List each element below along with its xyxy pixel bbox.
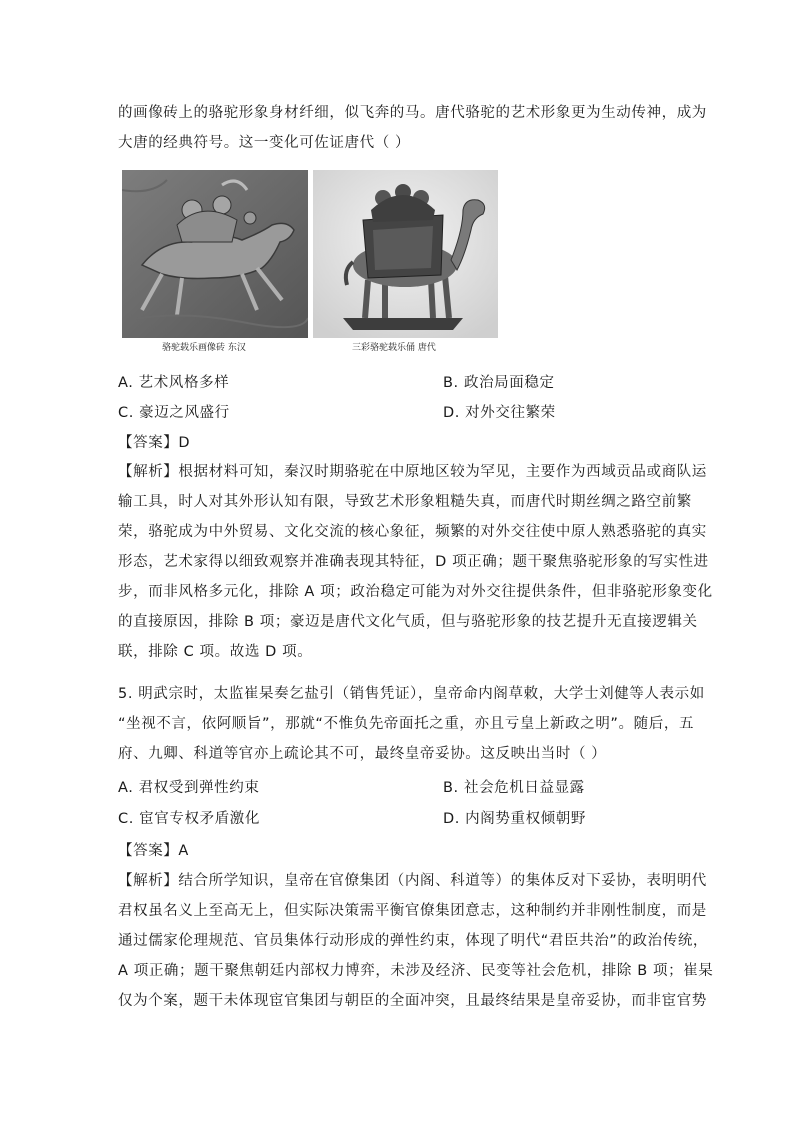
q5-answer: 【答案】A [118, 843, 189, 859]
q4-analysis-line: 形态，艺术家得以细致观察并准确表现其特征，D 项正确；题干聚焦骆驼形象的写实性进 [118, 554, 709, 570]
q5-stem [118, 679, 705, 769]
q4-answer: 【答案】D [118, 435, 191, 451]
tang-sancai-camel-image [313, 170, 498, 338]
q5-analysis-line: A 项正确；题干聚焦朝廷内部权力博弈，未涉及经济、民变等社会危机，排除 B 项；崔杲 [118, 963, 714, 979]
camel-relief-illustration [122, 170, 308, 338]
q4-option-a: A. 艺术风格多样 [118, 375, 230, 391]
q5-stem-line: 府、九卿、科道等官亦上疏论其不可，最终皇帝妥协。这反映出当时（ ） [118, 746, 607, 762]
q4-stem-line: 大唐的经典符号。这一变化可佐证唐代（ ） [118, 135, 411, 151]
camel-figurine-illustration [313, 170, 498, 338]
q5-analysis [118, 866, 714, 1016]
q5-analysis-line: 君权虽名义上至高无上，但实际决策需平衡官僚集团意志，这种制约并非刚性制度，而是 [118, 903, 707, 919]
q4-analysis-line: 荣，骆驼成为中外贸易、文化交流的核心象征，频繁的对外交往使中原人熟悉骆驼的真实 [118, 524, 707, 540]
figure-caption-left: 骆驼载乐画像砖 东汉 [162, 343, 246, 353]
q4-analysis [118, 457, 713, 667]
q4-option-c: C. 豪迈之风盛行 [118, 405, 230, 421]
q4-stem [118, 98, 707, 158]
han-brick-relief-image [122, 170, 308, 338]
q5-option-d: D. 内阁势重权倾朝野 [443, 811, 586, 827]
q4-stem-line: 的画像砖上的骆驼形象身材纤细，似飞奔的马。唐代骆驼的艺术形象更为生动传神，成为 [118, 105, 707, 121]
q5-analysis-line: 【解析】结合所学知识，皇帝在官僚集团（内阁、科道等）的集体反对下妥协，表明明代 [118, 873, 707, 889]
q5-option-a: A. 君权受到弹性约束 [118, 780, 260, 796]
q5-option-c: C. 宦官专权矛盾激化 [118, 811, 260, 827]
q5-stem-line: “坐视不言，依阿顺旨”，那就“不惟负先帝面托之重，亦且亏皇上新政之明”。随后，五 [118, 716, 695, 732]
q4-analysis-line: 步，而非风格多元化，排除 A 项；政治稳定可能为对外交往提供条件，但非骆驼形象变化 [118, 584, 713, 600]
q4-analysis-line: 【解析】根据材料可知，秦汉时期骆驼在中原地区较为罕见，主要作为西域贡品或商队运 [118, 464, 707, 480]
q4-analysis-line: 联，排除 C 项。故选 D 项。 [118, 644, 313, 660]
q4-option-b: B. 政治局面稳定 [443, 375, 555, 391]
q5-option-b: B. 社会危机日益显露 [443, 780, 585, 796]
q4-figure [122, 170, 498, 360]
q5-analysis-line: 仅为个案，题干未体现宦官集团与朝臣的全面冲突，且最终结果是皇帝妥协，而非宦官势 [118, 993, 707, 1009]
q5-stem-line: 5. 明武宗时，太监崔杲奏乞盐引（销售凭证），皇帝命内阁草敕，大学士刘健等人表示如 [118, 686, 705, 702]
q5-analysis-line: 通过儒家伦理规范、官员集体行动形成的弹性约束，体现了明代“君臣共治”的政治传统， [118, 933, 709, 949]
q4-analysis-line: 输工具，时人对其外形认知有限，导致艺术形象粗糙失真，而唐代时期丝绸之路空前繁 [118, 494, 692, 510]
figure-caption-right: 三彩骆驼载乐俑 唐代 [352, 343, 436, 353]
q4-analysis-line: 的直接原因，排除 B 项；豪迈是唐代文化气质，但与骆驼形象的技艺提升无直接逻辑关 [118, 614, 698, 630]
q4-option-d: D. 对外交往繁荣 [443, 405, 556, 421]
